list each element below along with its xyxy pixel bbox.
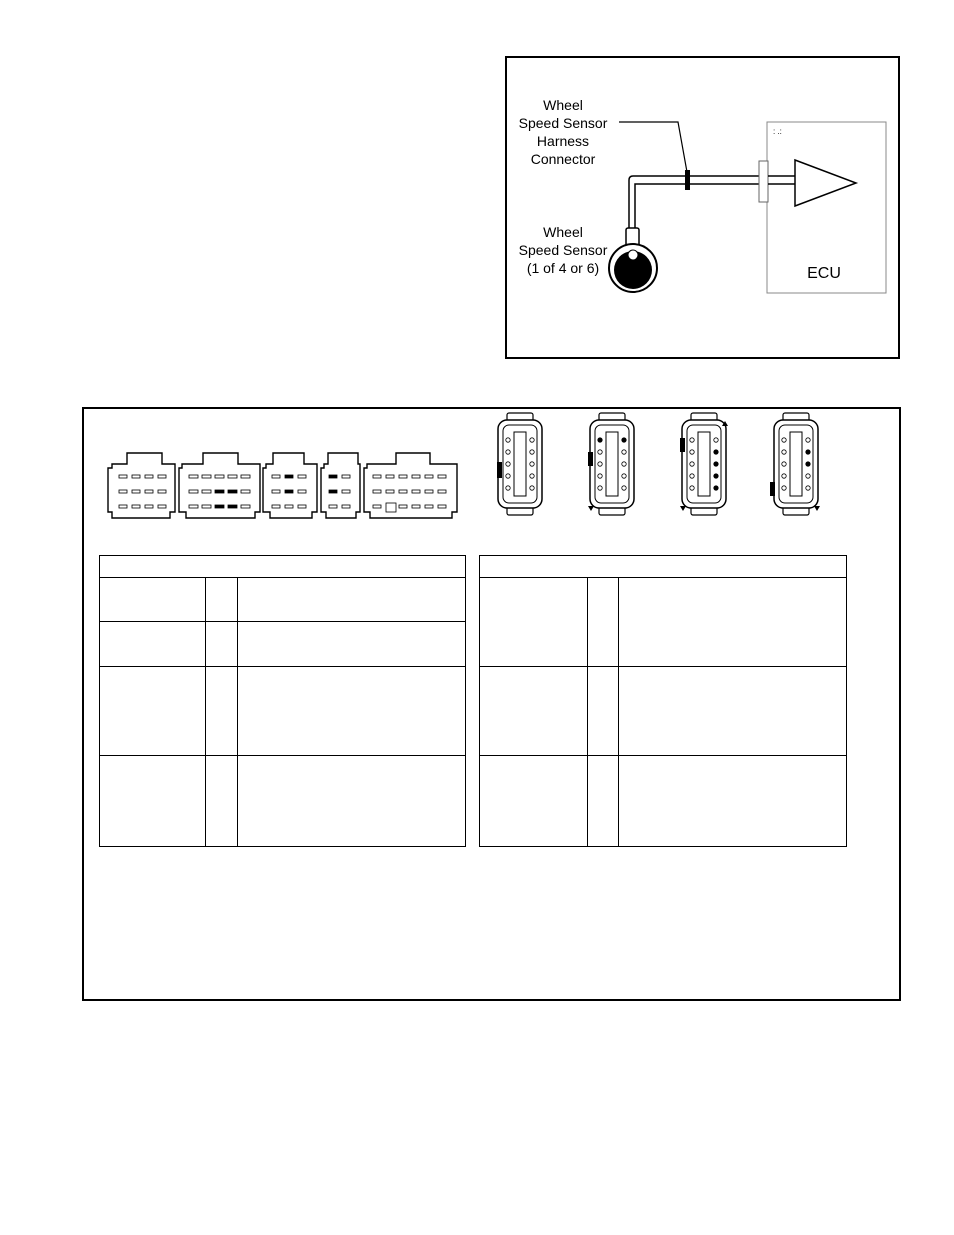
ecu-label: ECU <box>807 265 841 282</box>
deutsch-connector-2 <box>588 413 634 515</box>
connector-face-2 <box>179 453 260 518</box>
table-cell <box>206 667 238 756</box>
table-row <box>480 667 847 756</box>
deutsch-connector-4 <box>770 413 820 515</box>
harness-label-line-3: Harness <box>536 133 590 149</box>
pin-table-right <box>479 555 847 847</box>
table-row <box>100 756 466 847</box>
table-cell <box>238 578 466 622</box>
table-row <box>480 756 847 847</box>
harness-connector <box>685 170 690 190</box>
deutsch-connector-1 <box>497 413 542 515</box>
sensor-wire-inner <box>635 184 761 228</box>
table-row <box>100 667 466 756</box>
table-cell <box>100 667 206 756</box>
table-cell <box>619 578 847 667</box>
table-cell <box>206 622 238 667</box>
ecu-port <box>759 161 768 202</box>
table-cell <box>619 667 847 756</box>
pin-table-right-header-row <box>480 556 847 578</box>
table-row <box>480 578 847 667</box>
connector-face-5 <box>364 453 457 518</box>
deutsch-connector-3 <box>680 413 728 515</box>
table-cell <box>100 578 206 622</box>
table-cell <box>588 667 619 756</box>
table-cell <box>588 756 619 847</box>
table-cell <box>238 667 466 756</box>
sensor-label-line-3: (1 of 4 or 6) <box>526 260 600 276</box>
connector-face-3 <box>263 453 317 518</box>
harness-label-line-1: Wheel <box>543 97 583 113</box>
table-cell <box>100 622 206 667</box>
sensor-tip <box>628 250 638 260</box>
table-cell <box>588 578 619 667</box>
table-cell <box>238 622 466 667</box>
table-cell <box>480 667 588 756</box>
connector-face-1 <box>108 453 175 518</box>
table-row <box>100 578 466 622</box>
pin-table-left-header-row <box>100 556 466 578</box>
table-row <box>100 622 466 667</box>
pin-table-left-header <box>100 556 466 578</box>
sensor-diagram <box>507 58 898 357</box>
pin-table-left <box>99 555 466 847</box>
pin-table-right-header <box>480 556 847 578</box>
harness-label-line-4: Connector <box>530 151 596 167</box>
table-cell <box>480 756 588 847</box>
table-cell <box>206 756 238 847</box>
connector-face-4 <box>321 453 360 518</box>
harness-label-line-2: Speed Sensor <box>518 115 608 131</box>
table-cell <box>480 578 588 667</box>
table-cell <box>206 578 238 622</box>
harness-leader-line <box>619 122 687 172</box>
table-cell <box>100 756 206 847</box>
sensor-label-line-1: Wheel <box>543 224 583 240</box>
connector-faces-right <box>494 410 834 520</box>
ecu-corner-mark: : .: <box>773 127 782 136</box>
table-cell <box>238 756 466 847</box>
sensor-diagram-frame <box>505 56 900 359</box>
table-cell <box>619 756 847 847</box>
connector-faces-left <box>100 450 462 522</box>
sensor-label-line-2: Speed Sensor <box>518 242 608 258</box>
